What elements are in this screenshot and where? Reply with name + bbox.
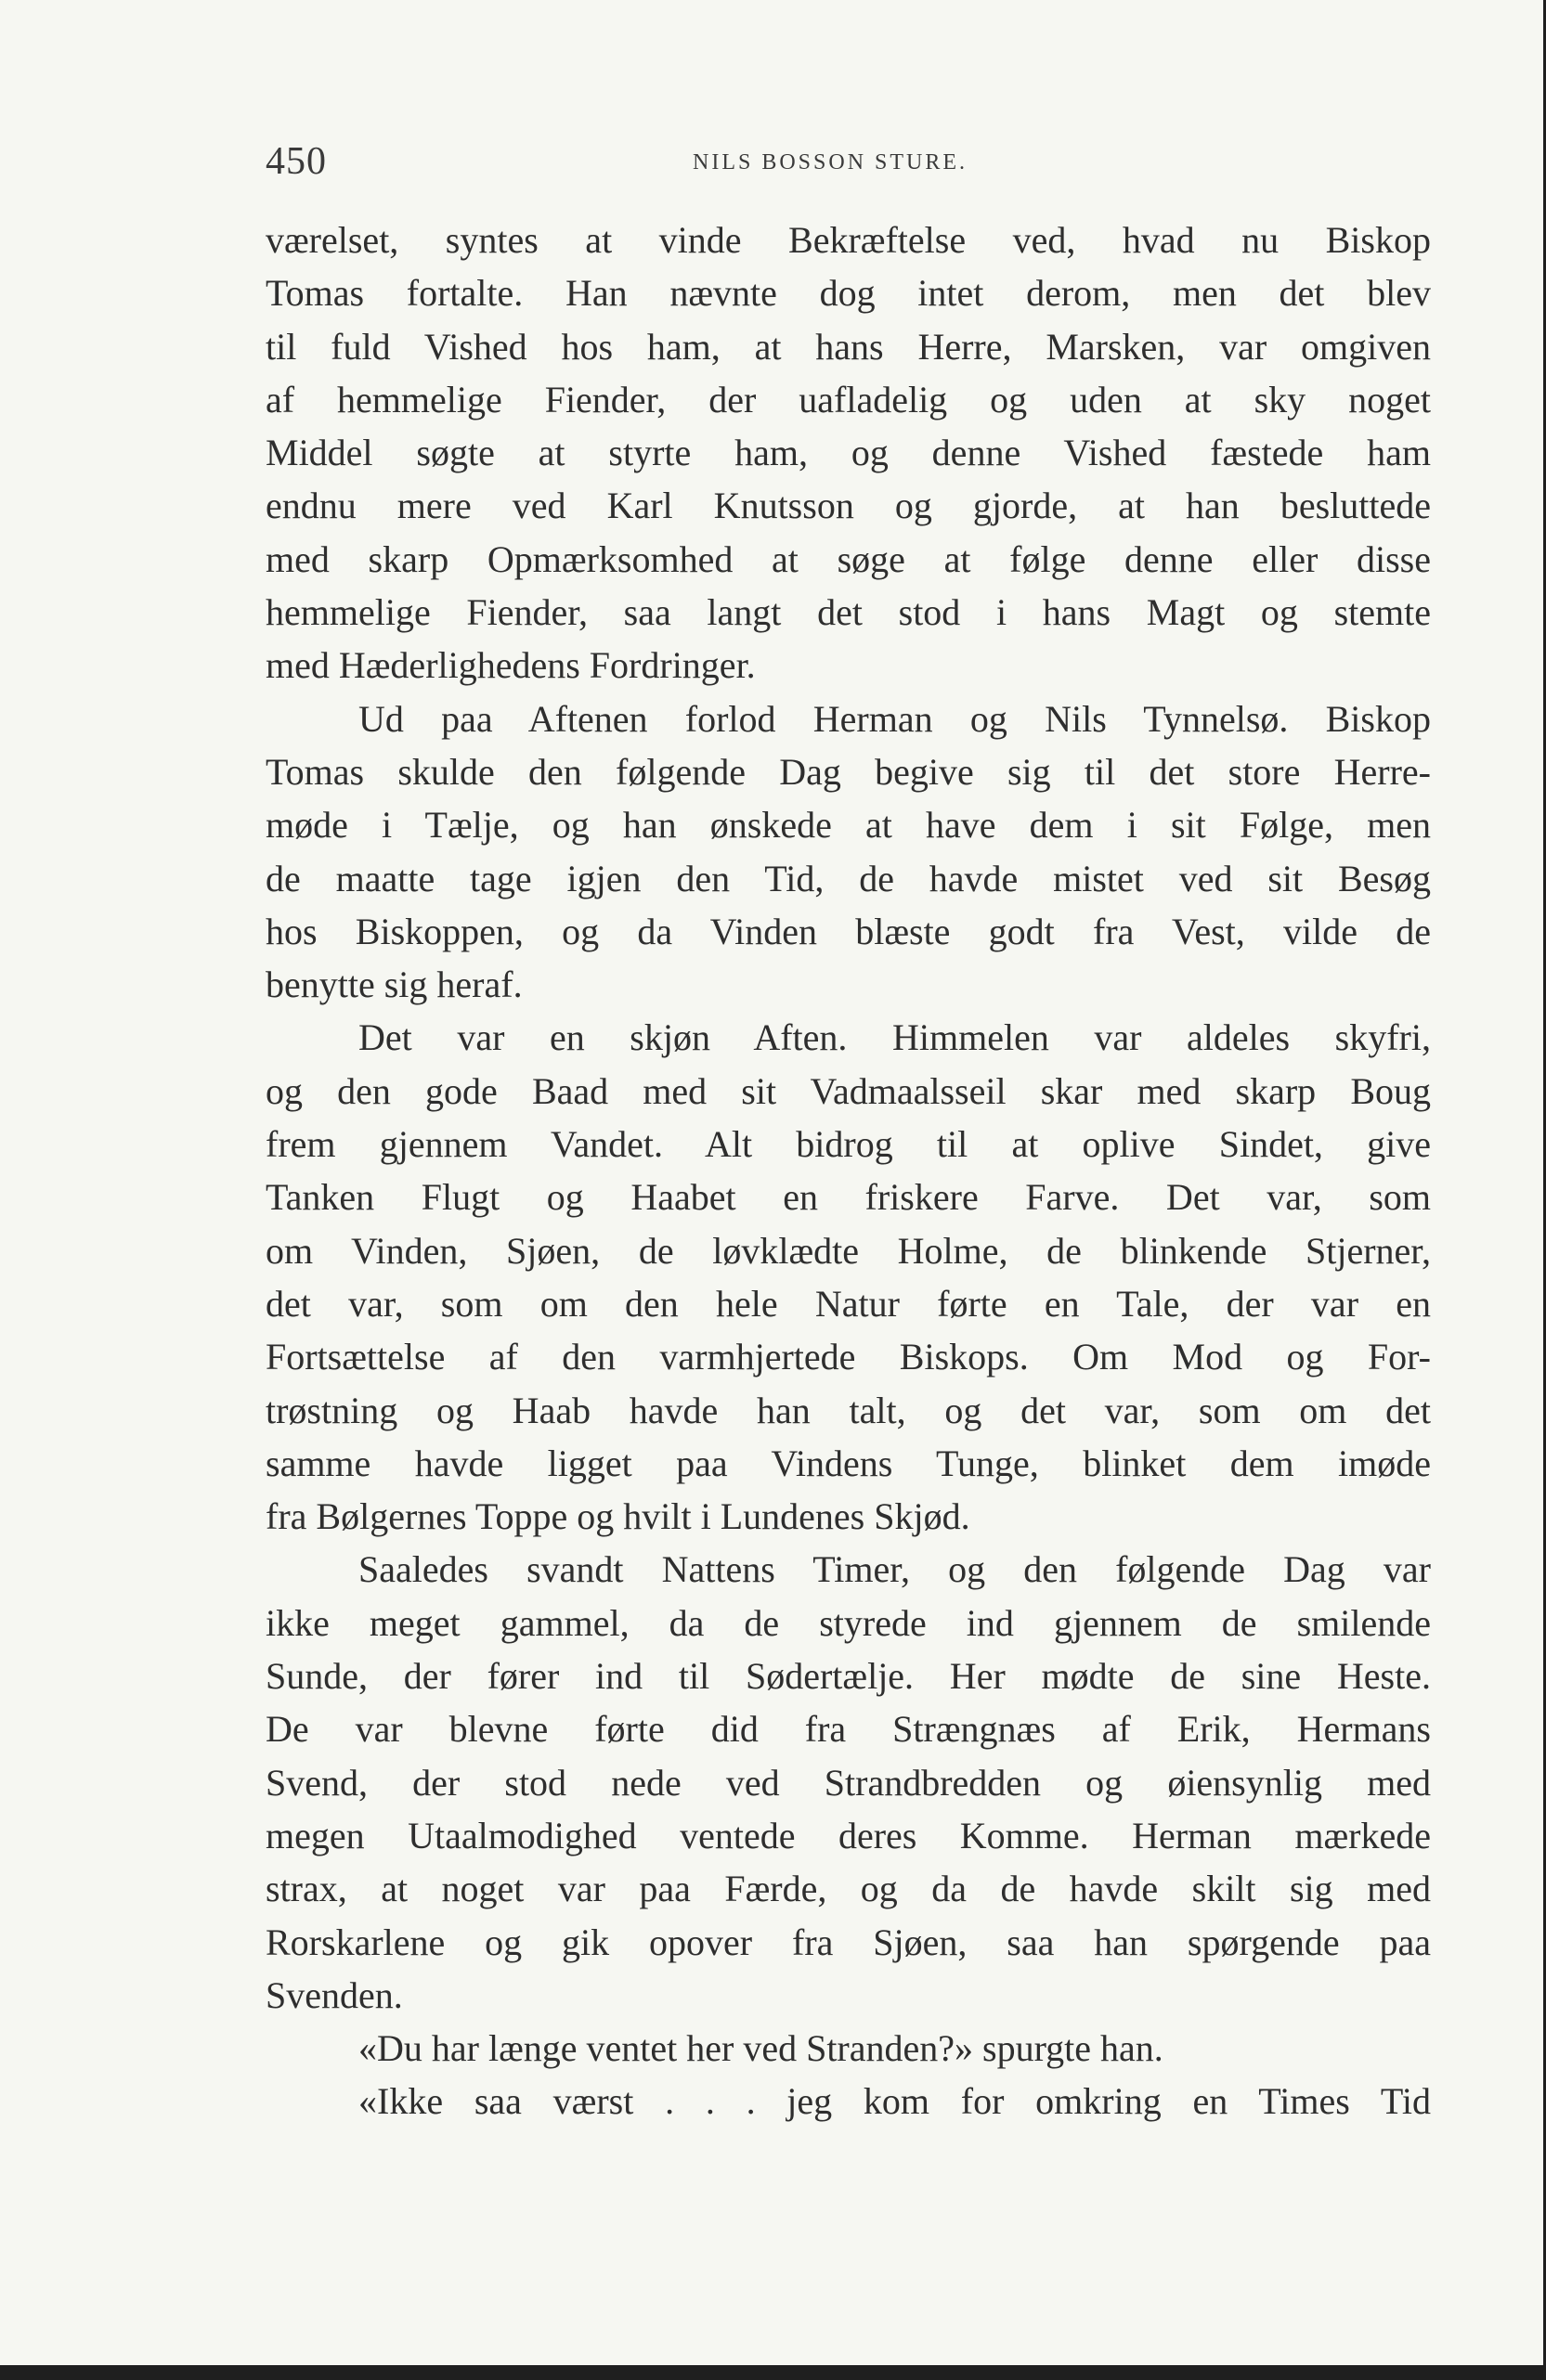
- text-line: endnu mere ved Karl Knutsson og gjorde, at han besluttede: [266, 485, 1431, 527]
- text-line: Saaledes svandt Nattens Timer, og den følgende Dag var: [358, 1548, 1431, 1591]
- text-line: trøstning og Haab havde han talt, og det var, som om det: [266, 1389, 1431, 1431]
- text-line: «Du har længe ventet her ved Stranden?» spurgte han.: [358, 2027, 1163, 2070]
- text-line: De var blevne førte did fra Strængnæs af Erik, Hermans: [266, 1708, 1431, 1751]
- paragraph: [266, 2075, 1431, 2128]
- paragraph: [266, 1543, 1431, 2022]
- text-line: Rorskarlene og gik opover fra Sjøen, saa han spørgende paa: [266, 1921, 1431, 1963]
- text-line: frem gjennem Vandet. Alt bidrog til at oplive Sindet, give: [266, 1123, 1431, 1166]
- paragraph: [266, 2022, 1431, 2075]
- text-line: værelset, syntes at vinde Bekræftelse ved, hvad nu Biskop: [266, 219, 1431, 261]
- paragraph: [266, 213, 1431, 692]
- text-line: Fortsættelse af den varmhjertede Biskops. Om Mod og For-: [266, 1336, 1431, 1378]
- text-line: det var, som om den hele Natur førte en Tale, der var en: [266, 1282, 1431, 1325]
- text-line: Tomas skulde den følgende Dag begive sig til det store Herre-: [266, 750, 1431, 793]
- text-line: hos Biskoppen, og da Vinden blæste godt fra Vest, vilde de: [266, 910, 1431, 952]
- text-line: Tanken Flugt og Haabet en friskere Farve. Det var, som: [266, 1176, 1431, 1219]
- paragraph: [266, 1011, 1431, 1543]
- text-line: strax, at noget var paa Færde, og da de havde skilt sig med: [266, 1868, 1431, 1910]
- running-head: NILS BOSSON STURE.: [693, 150, 968, 175]
- body-text: [266, 213, 1431, 2128]
- text-line: Ud paa Aftenen forlod Herman og Nils Tynnelsø. Biskop: [358, 697, 1431, 740]
- paragraph: [266, 692, 1431, 1012]
- text-line: Svend, der stod nede ved Strandbredden og øiensynlig med: [266, 1761, 1431, 1804]
- text-line: Det var en skjøn Aften. Himmelen var aldeles skyfri,: [358, 1016, 1431, 1059]
- text-line: og den gode Baad med sit Vadmaalsseil skar med skarp Boug: [266, 1069, 1431, 1112]
- text-line: Tomas fortalte. Han nævnte dog intet derom, men det blev: [266, 272, 1431, 315]
- text-line: fra Bølgernes Toppe og hvilt i Lundenes Skjød.: [266, 1495, 970, 1538]
- text-line: ikke meget gammel, da de styrede ind gjennem de smilende: [266, 1601, 1431, 1644]
- text-line: med skarp Opmærksomhed at søge at følge denne eller disse: [266, 537, 1431, 580]
- text-line: «Ikke saa værst . . . jeg kom for omkring en Times Tid: [358, 2080, 1431, 2123]
- text-line: hemmelige Fiender, saa langt det stod i hans Magt og stemte: [266, 591, 1431, 634]
- text-line: om Vinden, Sjøen, de løvklædte Holme, de blinkende Stjerner,: [266, 1229, 1431, 1272]
- text-line: af hemmelige Fiender, der uafladelig og uden at sky noget: [266, 378, 1431, 420]
- text-line: med Hæderlighedens Fordringer.: [266, 644, 756, 687]
- text-line: møde i Tælje, og han ønskede at have dem i sit Følge, men: [266, 804, 1431, 847]
- text-line: samme havde ligget paa Vindens Tunge, blinket dem imøde: [266, 1442, 1431, 1484]
- text-line: til fuld Vished hos ham, at hans Herre, Marsken, var omgiven: [266, 325, 1431, 368]
- text-line: Svenden.: [266, 1973, 403, 2016]
- page-header: [266, 139, 1431, 195]
- text-line: Middel søgte at styrte ham, og denne Vished fæstede ham: [266, 432, 1431, 474]
- text-line: de maatte tage igjen den Tid, de havde mistet ved sit Besøg: [266, 857, 1431, 899]
- text-line: megen Utaalmodighed ventede deres Komme. Herman mærkede: [266, 1814, 1431, 1856]
- page-number: 450: [266, 140, 327, 183]
- text-line: benytte sig heraf.: [266, 964, 523, 1006]
- text-line: Sunde, der fører ind til Sødertælje. Her mødte de sine Heste.: [266, 1655, 1431, 1698]
